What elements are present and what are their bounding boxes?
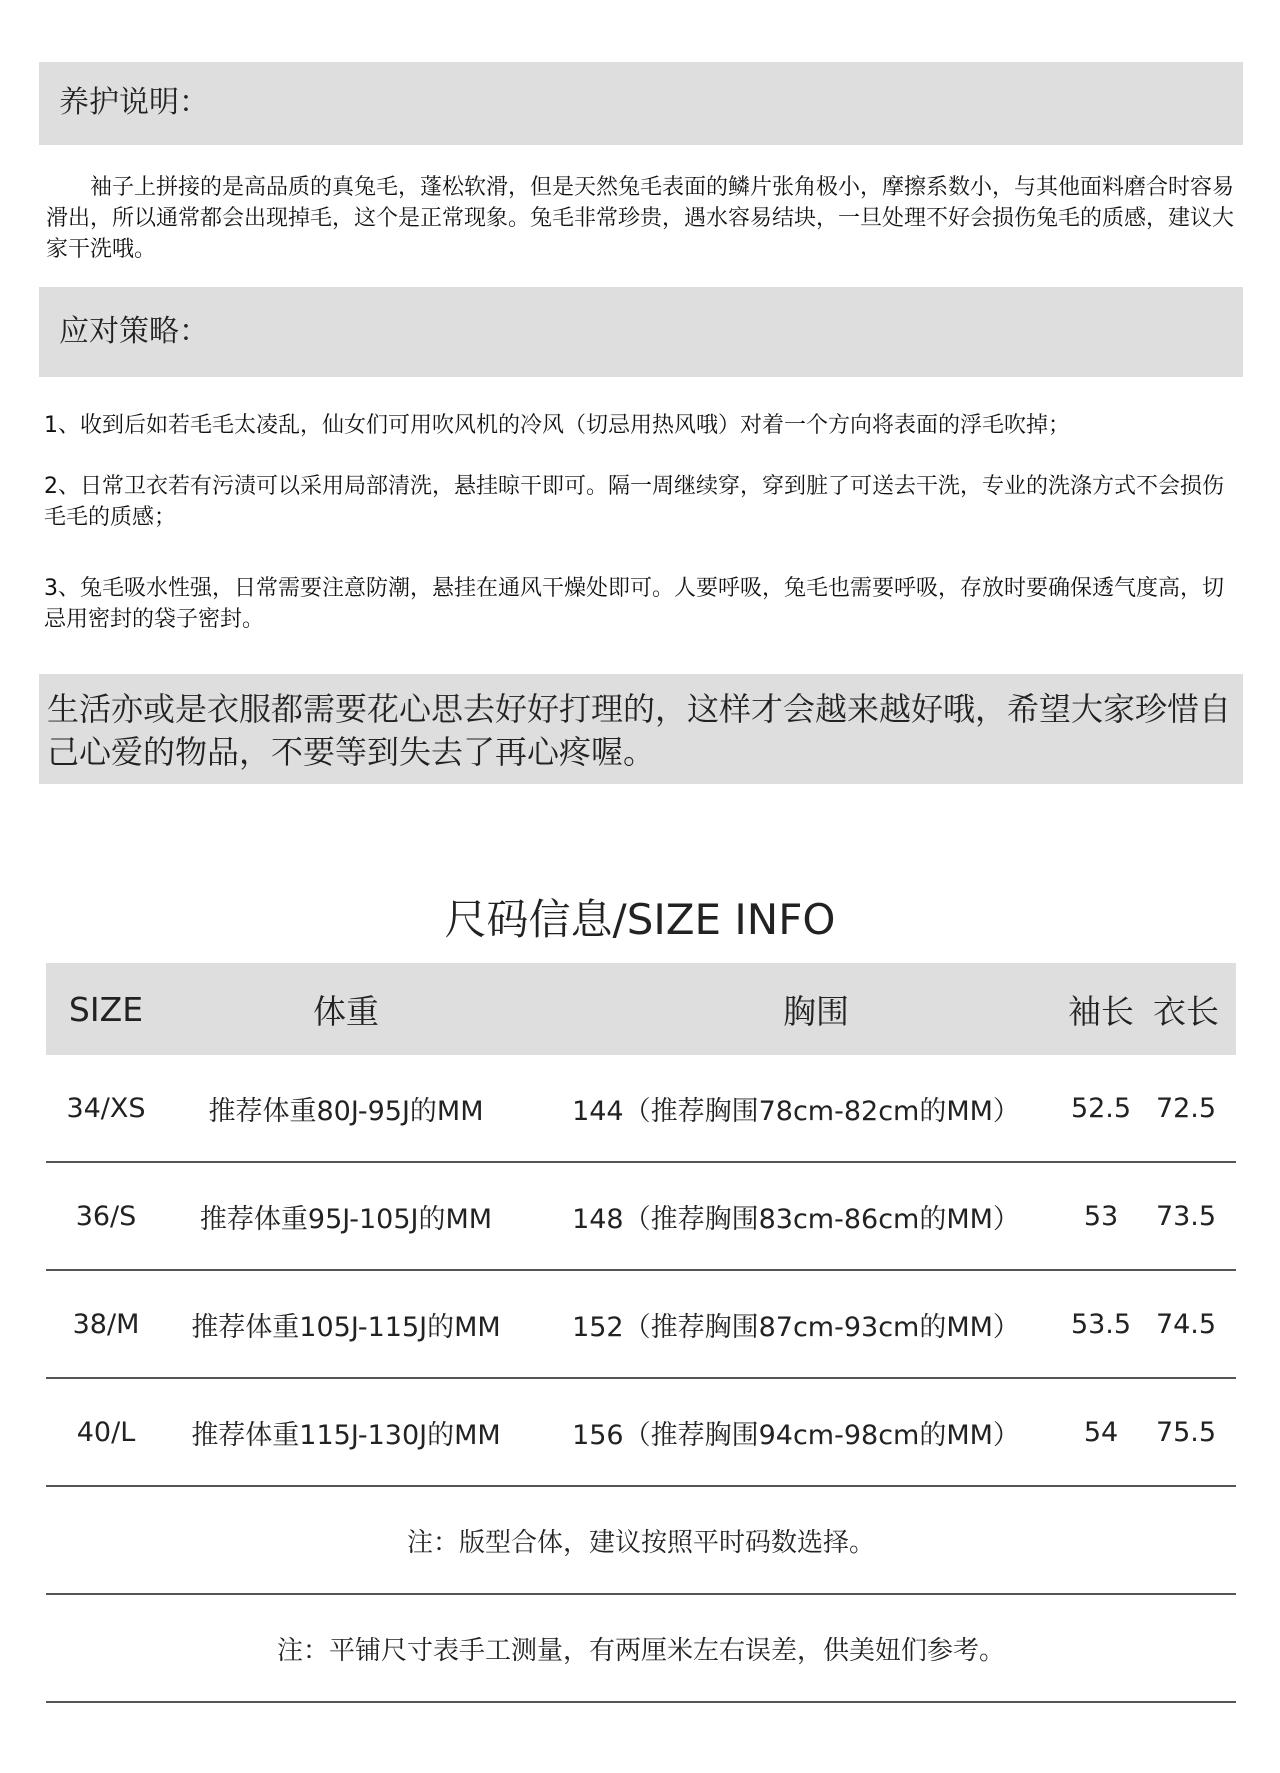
care-header-bar bbox=[39, 62, 1243, 145]
cell-sleeve: 53.5 bbox=[1070, 1308, 1132, 1340]
header-size: SIZE bbox=[68, 989, 144, 1029]
closing-banner bbox=[39, 674, 1243, 784]
cell-length: 73.5 bbox=[1155, 1200, 1217, 1232]
measurement-note: 注：平铺尺寸表手工测量，有两厘米左右误差，供美妞们参考。 bbox=[46, 1595, 1236, 1703]
table-row bbox=[46, 1271, 1236, 1379]
table-row bbox=[46, 1055, 1236, 1163]
strategy-header-bar bbox=[39, 287, 1243, 377]
cell-weight: 推荐体重80J-95J的MM bbox=[208, 1095, 484, 1127]
cell-size: 38/M bbox=[72, 1308, 140, 1340]
table-row bbox=[46, 1379, 1236, 1487]
cell-sleeve: 52.5 bbox=[1070, 1092, 1132, 1124]
cell-size: 40/L bbox=[76, 1416, 136, 1448]
strategy-item-3: 3、兔毛吸水性强，日常需要注意防潮，悬挂在通风干燥处即可。人要呼吸，兔毛也需要呼吸，存放时要确保透气度高，切忌用密封的袋子密封。 bbox=[44, 576, 1225, 632]
cell-weight: 推荐体重105J-115J的MM bbox=[191, 1311, 501, 1343]
size-table-header bbox=[46, 963, 1236, 1055]
header-length: 衣长 bbox=[1153, 991, 1219, 1031]
cell-size: 34/XS bbox=[66, 1092, 146, 1124]
cell-bust: 152（推荐胸围87cm-93cm的MM） bbox=[572, 1311, 1020, 1343]
fit-note: 注：版型合体，建议按照平时码数选择。 bbox=[46, 1487, 1236, 1595]
care-title: 养护说明： bbox=[59, 85, 209, 120]
header-sleeve: 袖长 bbox=[1068, 991, 1134, 1031]
cell-length: 74.5 bbox=[1155, 1308, 1217, 1340]
strategy-item-2: 2、日常卫衣若有污渍可以采用局部清洗，悬挂晾干即可。隔一周继续穿，穿到脏了可送去干洗，专业的洗涤方式不会损伤毛毛的质感； bbox=[44, 474, 1225, 530]
cell-length: 72.5 bbox=[1155, 1092, 1217, 1124]
care-paragraph: 袖子上拼接的是高品质的真兔毛，蓬松软滑，但是天然兔毛表面的鳞片张角极小，摩擦系数小，与其他面料磨合时容易滑出，所以通常都会出现掉毛，这个是正常现象。兔毛非常珍贵，遇水容易结块，一旦处理不好会损伤兔毛的质感，建议大家干洗哦。 bbox=[46, 175, 1235, 262]
cell-size: 36/S bbox=[75, 1200, 137, 1232]
cell-sleeve: 53 bbox=[1083, 1200, 1119, 1232]
closing-text: 生活亦或是衣服都需要花心思去好好打理的，这样才会越来越好哦，希望大家珍惜自己心爱的物品，不要等到失去了再心疼喔。 bbox=[47, 690, 1232, 771]
table-row bbox=[46, 1163, 1236, 1271]
strategy-item-1: 1、收到后如若毛毛太凌乱，仙女们可用吹风机的冷风（切忌用热风哦）对着一个方向将表面的浮毛吹掉； bbox=[44, 413, 1071, 438]
cell-length: 75.5 bbox=[1155, 1416, 1217, 1448]
cell-bust: 148（推荐胸围83cm-86cm的MM） bbox=[572, 1203, 1020, 1235]
cell-bust: 156（推荐胸围94cm-98cm的MM） bbox=[572, 1419, 1020, 1451]
cell-sleeve: 54 bbox=[1083, 1416, 1119, 1448]
header-bust: 胸围 bbox=[783, 991, 849, 1031]
cell-bust: 144（推荐胸围78cm-82cm的MM） bbox=[572, 1095, 1020, 1127]
size-info-heading: 尺码信息/SIZE INFO bbox=[444, 895, 836, 944]
cell-weight: 推荐体重95J-105J的MM bbox=[199, 1203, 493, 1235]
header-weight: 体重 bbox=[313, 991, 379, 1031]
cell-weight: 推荐体重115J-130J的MM bbox=[191, 1419, 501, 1451]
strategy-title: 应对策略： bbox=[59, 314, 209, 349]
